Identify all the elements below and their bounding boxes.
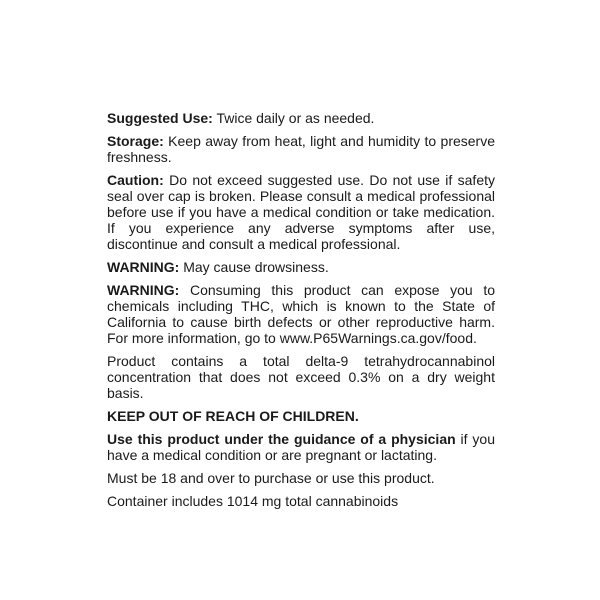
- suggested-use-heading: Suggested Use:: [107, 110, 213, 126]
- suggested-use-paragraph: [107, 110, 495, 126]
- cannabinoid-content: Container includes 1014 mg total cannabinoids: [107, 493, 399, 509]
- physician-paragraph: [107, 431, 495, 463]
- thc-statement: Product contains a total delta-9 tetrahydrocannabinol concentration that does not exceed 0.3% on a dry weight basis.: [107, 353, 495, 401]
- suggested-use-text: Twice daily or as needed.: [216, 110, 375, 126]
- product-label-text: [107, 110, 495, 516]
- prop65-warning-text: Consuming this product can expose you to chemicals including THC, which is known to the State of California to cause birth defects or other reproductive harm. For more information, go to www.P65Warnings.ca.gov/food.: [107, 282, 496, 346]
- caution-text: Do not exceed suggested use. Do not use if safety seal over cap is broken. Please consult a medical professional before use if you have a medical condition or take medication. If you experience any adverse symptoms after use, discontinue and consult a medical professional.: [107, 172, 495, 252]
- caution-heading: Caution:: [107, 172, 164, 188]
- age-requirement: Must be 18 and over to purchase or use this product.: [107, 470, 435, 486]
- storage-text: Keep away from heat, light and humidity to preserve freshness.: [107, 133, 495, 165]
- prop65-warning-heading: WARNING:: [107, 282, 180, 298]
- physician-heading: Use this product under the guidance of a physician: [107, 431, 456, 447]
- storage-paragraph: [107, 133, 495, 165]
- storage-heading: Storage:: [107, 133, 164, 149]
- keep-out-of-reach-warning: KEEP OUT OF REACH OF CHILDREN.: [107, 408, 359, 424]
- drowsiness-warning-heading: WARNING:: [107, 259, 180, 275]
- caution-paragraph: [107, 172, 495, 252]
- physician-text: if you have a medical condition or are pregnant or lactating.: [107, 431, 496, 463]
- drowsiness-warning-paragraph: [107, 259, 495, 275]
- prop65-warning-paragraph: [107, 282, 495, 346]
- drowsiness-warning-text: May cause drowsiness.: [183, 259, 329, 275]
